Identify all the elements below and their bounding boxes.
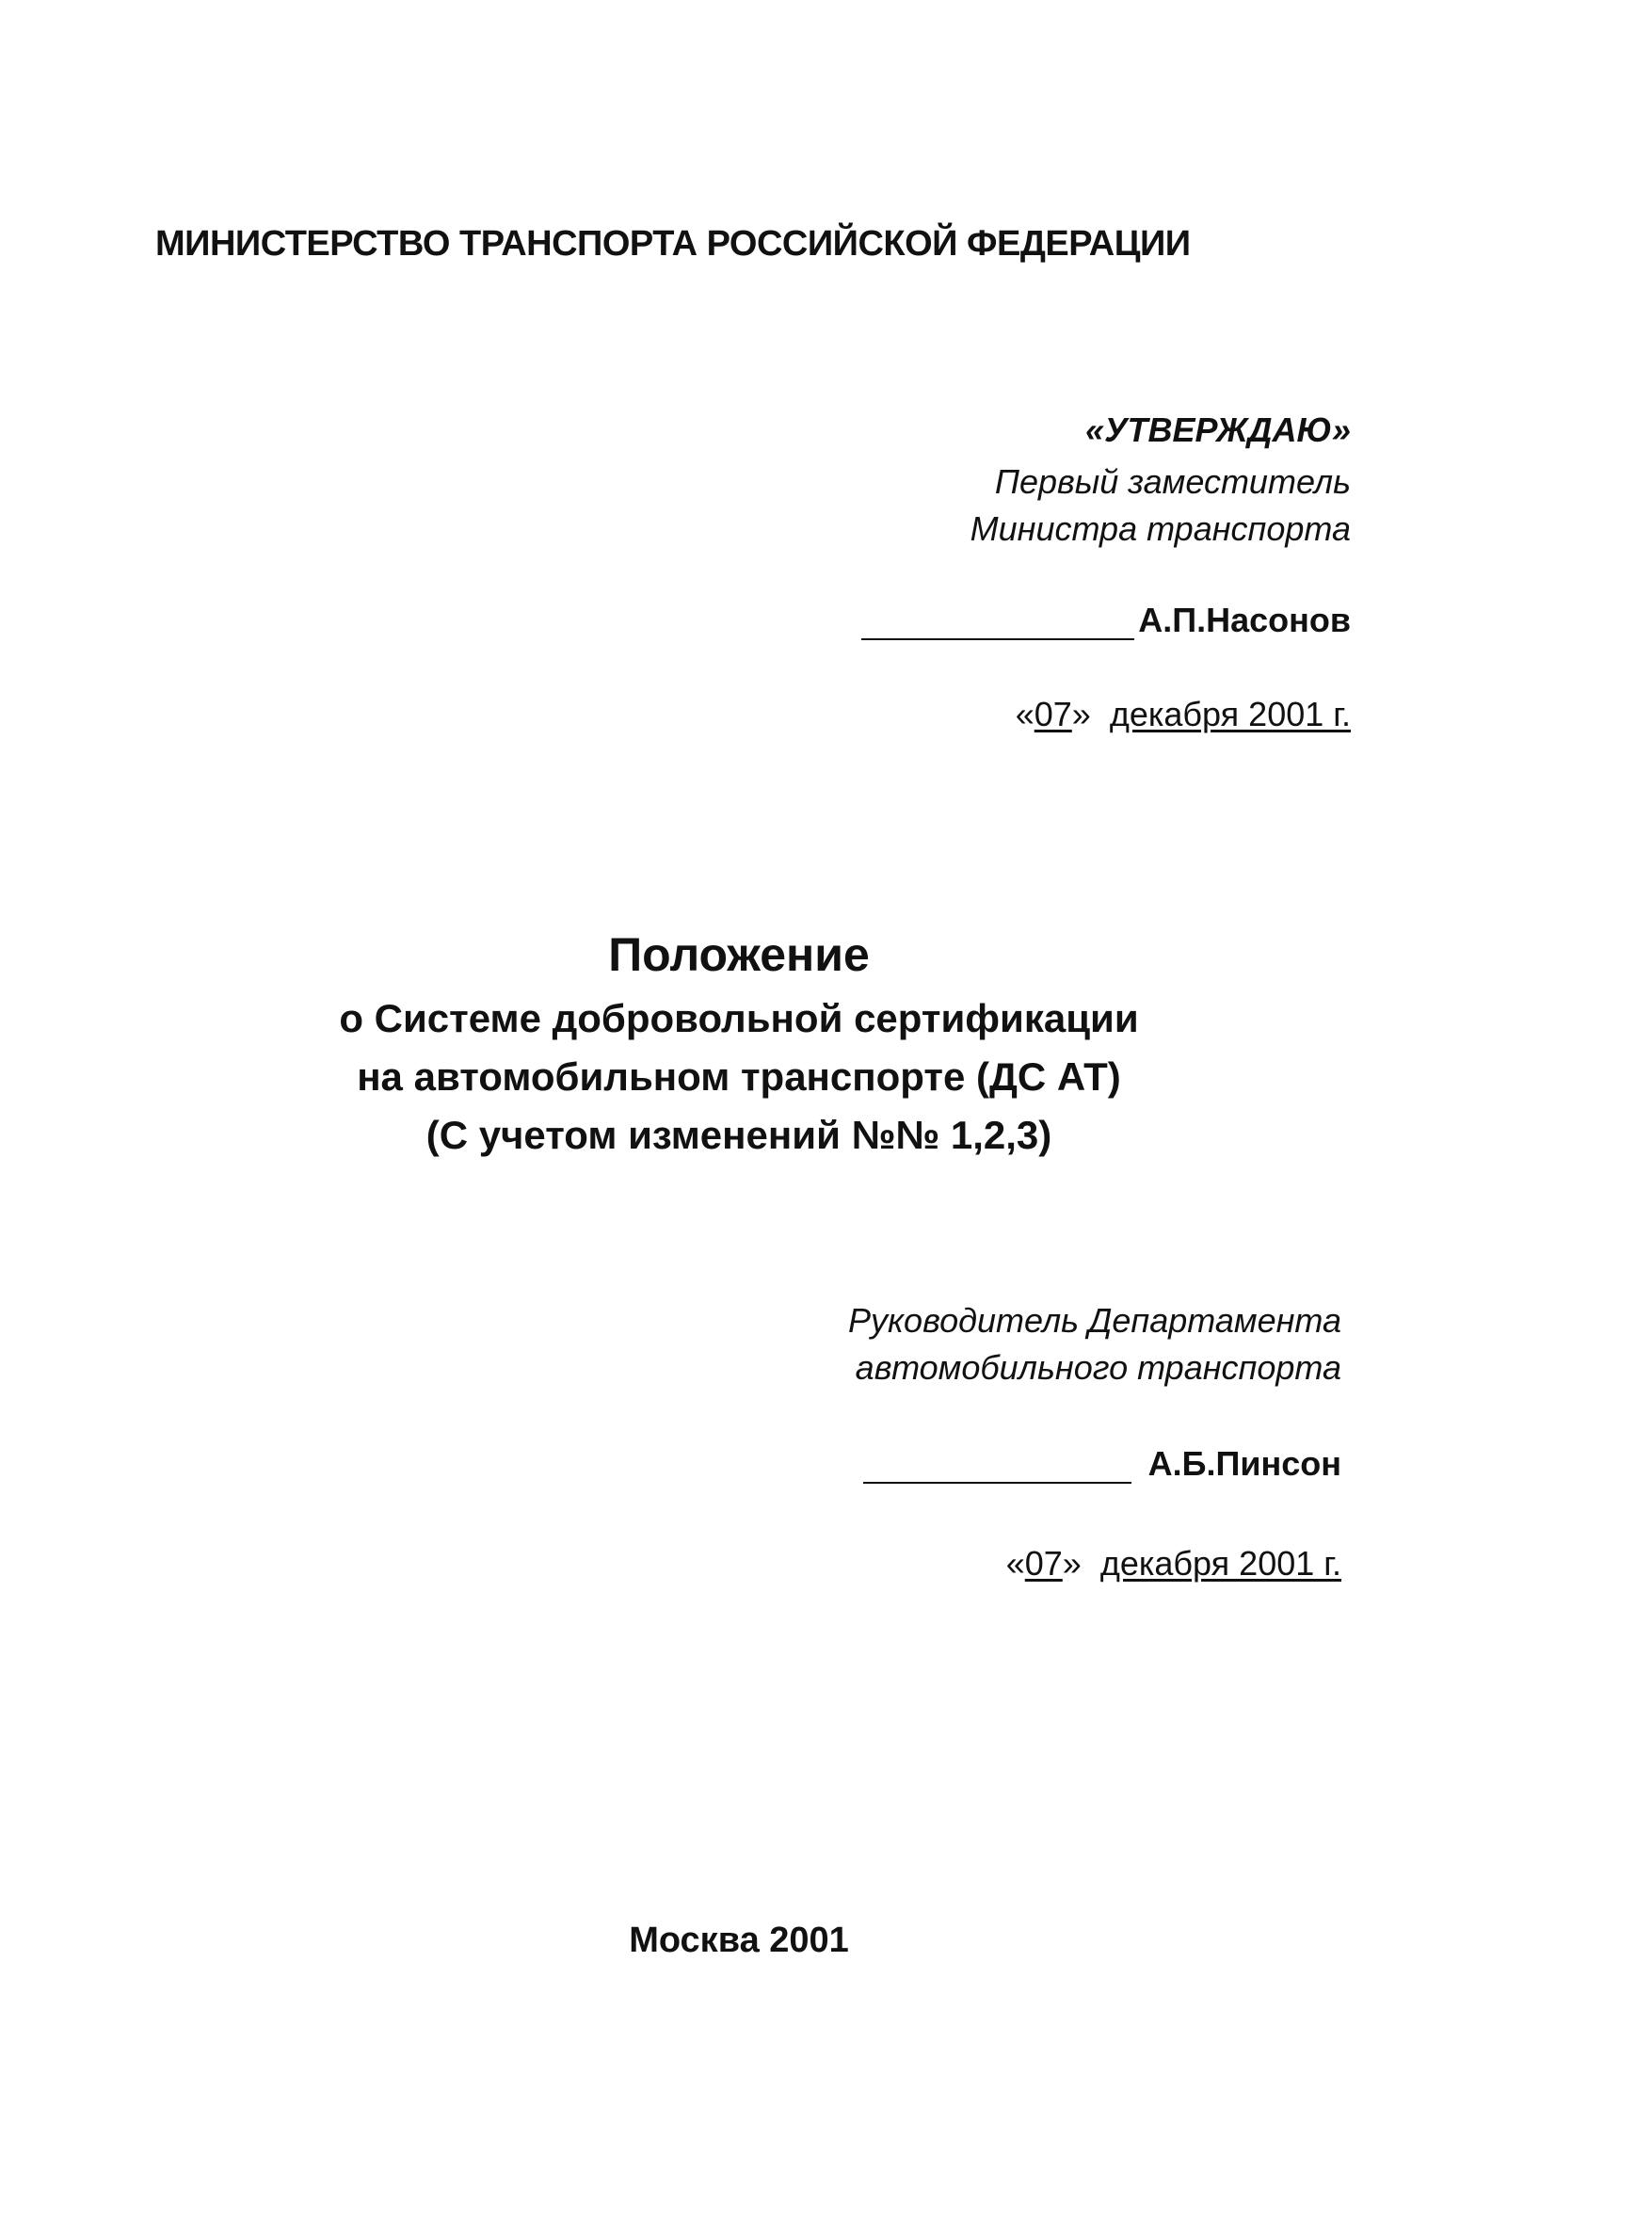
department-date (1006, 1544, 1341, 1584)
document-subtitle-line3: (С учетом изменений №№ 1,2,3) (425, 1113, 1052, 1157)
approval-title: «УТВЕРЖДАЮ» (1085, 410, 1351, 449)
department-signature-line (863, 1444, 1341, 1484)
approval-signature-line (861, 601, 1351, 640)
date-month-year: декабря 2001 г. (1099, 1544, 1341, 1583)
ministry-header: МИНИСТЕРСТВО ТРАНСПОРТА РОССИЙСКОЙ ФЕДЕРАЦИИ (155, 224, 1191, 264)
department-position-line1: Руководитель Департамента (848, 1301, 1341, 1340)
date-quote-open: « (1015, 695, 1035, 733)
date-day: 07 (1024, 1544, 1063, 1583)
document-subtitle-line2: на автомобильном транспорте (ДС АТ) (357, 1054, 1121, 1099)
document-subtitle-line1: о Системе добровольной сертификации (339, 996, 1139, 1040)
date-quote-open: « (1005, 1544, 1025, 1583)
signature-blank (863, 1446, 1131, 1484)
document-title: Положение (608, 928, 870, 981)
date-quote-close: » (1071, 695, 1091, 733)
department-position (848, 1297, 1341, 1391)
approval-position (970, 458, 1351, 553)
city-year: Москва 2001 (629, 1921, 849, 1960)
department-position-line2: автомобильного транспорта (855, 1348, 1341, 1387)
approval-signer-name: А.П.Насонов (1138, 601, 1351, 639)
approval-date (1016, 695, 1351, 734)
approval-position-line1: Первый заместитель (994, 462, 1351, 501)
signature-blank (861, 603, 1134, 640)
date-day: 07 (1034, 695, 1072, 733)
department-signer-name: А.Б.Пинсон (1147, 1444, 1341, 1483)
date-month-year: декабря 2001 г. (1109, 695, 1351, 733)
approval-position-line2: Министра транспорта (970, 509, 1351, 548)
date-quote-close: » (1062, 1544, 1082, 1583)
